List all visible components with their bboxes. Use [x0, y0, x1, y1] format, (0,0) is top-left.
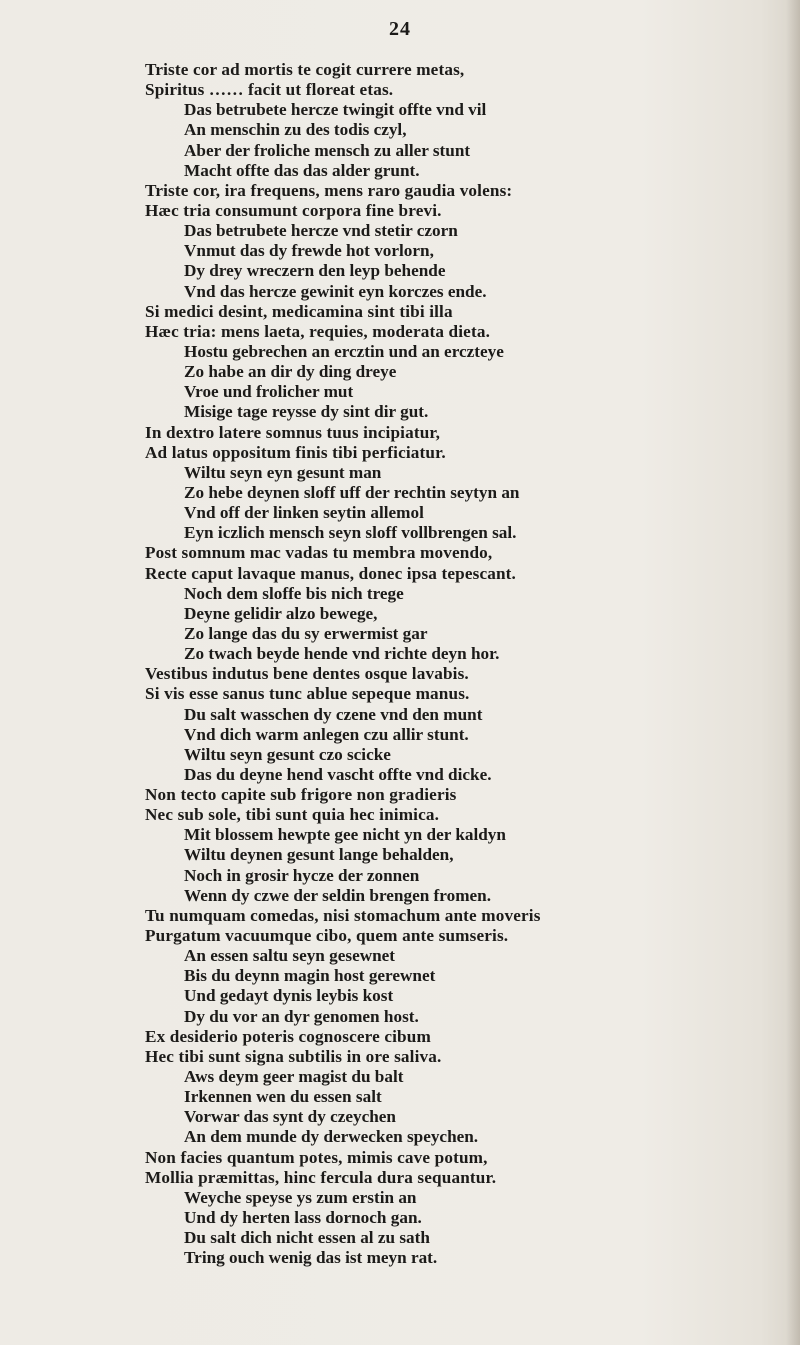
german-verse-line: Aws deym geer magist du balt — [184, 1067, 404, 1087]
latin-verse-line: Nec sub sole, tibi sunt quia hec inimica. — [145, 805, 440, 825]
latin-verse-line: Triste cor ad mortis te cogit currere metas, — [145, 60, 465, 79]
latin-verse-line: Si vis esse sanus tunc ablue sepeque manus. — [145, 684, 470, 704]
german-verse-line: Noch in grosir hycze der zonnen — [184, 865, 420, 885]
german-verse-line: Misige tage reysse dy sint dir gut. — [184, 402, 429, 422]
page-edge-shadow — [786, 0, 800, 1345]
page-number: 24 — [389, 18, 411, 40]
german-verse-line: Wiltu deynen gesunt lange behalden, — [184, 845, 454, 865]
german-verse-line: Wiltu seyn eyn gesunt man — [184, 462, 382, 482]
german-verse-line: An menschin zu des todis czyl, — [184, 120, 407, 140]
german-verse-line: Macht offte das das alder grunt. — [184, 160, 420, 180]
german-verse-line: Bis du deynn magin host gerewnet — [184, 966, 436, 986]
latin-verse-line: Purgatum vacuumque cibo, quem ante sumseris. — [145, 926, 509, 946]
latin-verse-line: Triste cor, ira frequens, mens raro gaudia volens: — [145, 180, 513, 200]
german-verse-line: Du salt wasschen dy czene vnd den munt — [184, 704, 483, 724]
german-verse-line: Wenn dy czwe der seldin brengen fromen. — [184, 885, 491, 905]
german-verse-line: Dy du vor an dyr genomen host. — [184, 1006, 419, 1026]
german-verse-line: Vorwar das synt dy czeychen — [184, 1107, 396, 1127]
german-verse-line: Wiltu seyn gesunt czo scicke — [184, 744, 391, 764]
german-verse-line: Zo hebe deynen sloff uff der rechtin seytyn an — [184, 482, 520, 502]
latin-verse-line: Hec tibi sunt signa subtilis in ore saliva. — [145, 1046, 442, 1066]
german-verse-line: Hostu gebrechen an ercztin und an erczteye — [184, 341, 504, 361]
verse-text-block — [145, 60, 785, 1268]
latin-verse-line: Hæc tria: mens laeta, requies, moderata dieta. — [145, 321, 491, 341]
german-verse-line: Vnd off der linken seytin allemol — [184, 503, 424, 523]
german-verse-line: Und gedayt dynis leybis kost — [184, 986, 394, 1006]
german-verse-line: Aber der froliche mensch zu aller stunt — [184, 140, 471, 160]
german-verse-line: Mit blossem hewpte gee nicht yn der kaldyn — [184, 825, 506, 845]
german-verse-line: Dy drey wreczern den leyp behende — [184, 261, 446, 281]
latin-verse-line: Tu numquam comedas, nisi stomachum ante moveris — [145, 905, 541, 925]
latin-verse-line: Vestibus indutus bene dentes osque lavabis. — [145, 664, 469, 684]
german-verse-line: An essen saltu seyn gesewnet — [184, 946, 396, 966]
german-verse-line: Vnmut das dy frewde hot vorlorn, — [184, 241, 434, 261]
german-verse-line: Du salt dich nicht essen al zu sath — [184, 1228, 430, 1248]
german-verse-line: Vnd dich warm anlegen czu allir stunt. — [184, 724, 469, 744]
german-verse-line: Weyche speyse ys zum erstin an — [184, 1187, 417, 1207]
latin-verse-line: Recte caput lavaque manus, donec ipsa tepescant. — [145, 563, 516, 583]
german-verse-line: Zo habe an dir dy ding dreye — [184, 362, 397, 382]
latin-verse-line: Non tecto capite sub frigore non gradieris — [145, 785, 457, 805]
latin-verse-line: Spiritus …… facit ut floreat etas. — [145, 80, 394, 100]
german-verse-line: Zo twach beyde hende vnd richte deyn hor. — [184, 644, 500, 664]
german-verse-line: Das betrubete hercze vnd stetir czorn — [184, 221, 458, 241]
german-verse-line: An dem munde dy derwecken speychen. — [184, 1127, 479, 1147]
german-verse-line: Zo lange das du sy erwermist gar — [184, 623, 428, 643]
german-verse-line: Noch dem sloffe bis nich trege — [184, 583, 404, 603]
german-verse-line: Vroe und frolicher mut — [184, 382, 354, 402]
latin-verse-line: Post somnum mac vadas tu membra movendo, — [145, 543, 493, 563]
german-verse-line: Deyne gelidir alzo bewege, — [184, 603, 378, 623]
latin-verse-line: Ex desiderio poteris cognoscere cibum — [145, 1026, 431, 1046]
german-verse-line: Eyn iczlich mensch seyn sloff vollbrengen sal. — [184, 523, 517, 543]
latin-verse-line: In dextro latere somnus tuus incipiatur, — [145, 422, 441, 442]
german-verse-line: Das du deyne hend vascht offte vnd dicke. — [184, 764, 492, 784]
latin-verse-line: Ad latus oppositum finis tibi perficiatur. — [145, 442, 446, 462]
german-verse-line: Und dy herten lass dornoch gan. — [184, 1208, 422, 1228]
latin-verse-line: Si medici desint, medicamina sint tibi illa — [145, 301, 453, 321]
german-verse-line: Das betrubete hercze twingit offte vnd vil — [184, 100, 487, 120]
latin-verse-line: Hæc tria consumunt corpora fine brevi. — [145, 200, 442, 220]
german-verse-line: Tring ouch wenig das ist meyn rat. — [184, 1248, 438, 1268]
latin-verse-line: Non facies quantum potes, mimis cave potum, — [145, 1147, 488, 1167]
latin-verse-line: Mollia præmittas, hinc fercula dura sequantur. — [145, 1167, 497, 1187]
german-verse-line: Irkennen wen du essen salt — [184, 1087, 382, 1107]
german-verse-line: Vnd das hercze gewinit eyn korczes ende. — [184, 281, 487, 301]
